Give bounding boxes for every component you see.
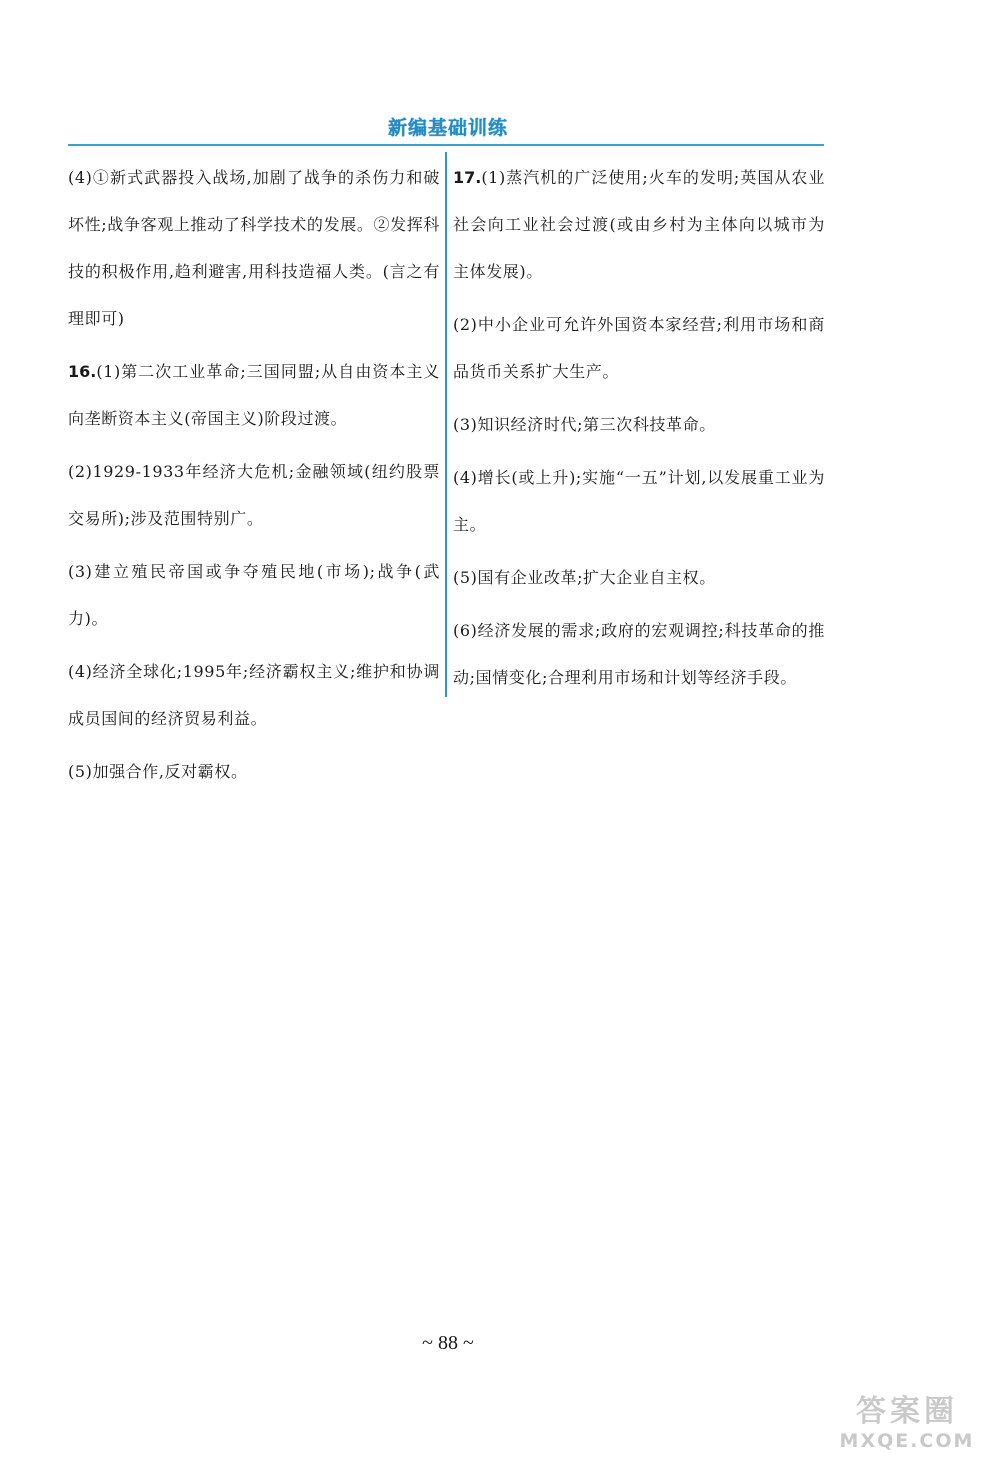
header-rule <box>68 144 824 146</box>
answer-paragraph: (3)建立殖民帝国或争夺殖民地(市场);战争(武力)。 <box>68 562 440 628</box>
answer-paragraph: (3)知识经济时代;第三次科技革命。 <box>453 415 716 434</box>
answer-paragraph: (4)经济全球化;1995年;经济霸权主义;维护和协调成员国间的经济贸易利益。 <box>68 662 440 728</box>
answer-paragraph: (5)加强合作,反对霸权。 <box>68 762 248 781</box>
answer-column-left <box>68 154 440 801</box>
answer-column-right <box>453 154 825 707</box>
answer-paragraph: (4)增长(或上升);实施“一五”计划,以发展重工业为主。 <box>453 468 825 534</box>
answer-paragraph: 16.(1)第二次工业革命;三国同盟;从自由资本主义向垄断资本主义(帝国主义)阶段过渡。 <box>68 362 440 428</box>
answer-paragraph: (4)①新式武器投入战场,加剧了战争的杀伤力和破坏性;战争客观上推动了科学技术的发展。②发挥科技的积极作用,趋利避害,用科技造福人类。(言之有理即可) <box>68 168 440 328</box>
answer-paragraph: (2)中小企业可允许外国资本家经营;利用市场和商品货币关系扩大生产。 <box>453 315 825 381</box>
watermark-logo <box>818 1395 996 1457</box>
watermark-text: 答案圈 <box>856 1394 958 1429</box>
watermark-url: MXQE.COM <box>839 1430 975 1452</box>
running-header-title: 新编基础训练 <box>387 116 508 139</box>
answer-paragraph: (6)经济发展的需求;政府的宏观调控;科技革命的推动;国情变化;合理利用市场和计划等经济手段。 <box>453 621 825 687</box>
question-number: 16. <box>68 362 97 381</box>
column-divider <box>445 152 447 697</box>
question-number: 17. <box>453 168 482 187</box>
answer-paragraph: (2)1929-1933年经济大危机;金融领域(纽约股票交易所);涉及范围特别广。 <box>68 462 440 528</box>
answer-paragraph: 17.(1)蒸汽机的广泛使用;火车的发明;英国从农业社会向工业社会过渡(或由乡村为主体向以城市为主体发展)。 <box>453 168 825 281</box>
answer-paragraph: (5)国有企业改革;扩大企业自主权。 <box>453 568 716 587</box>
page-number: ~ 88 ~ <box>422 1332 474 1354</box>
